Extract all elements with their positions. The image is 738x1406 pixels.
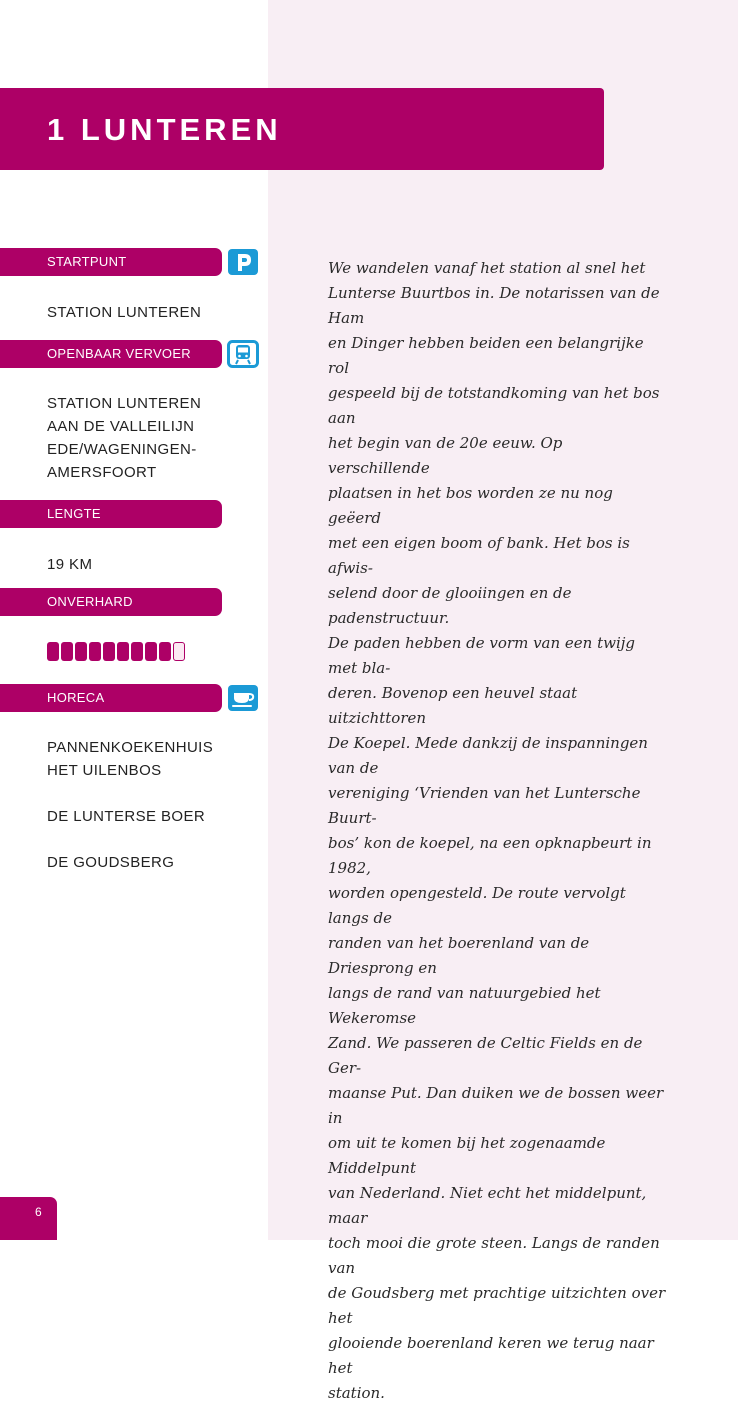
horeca-place-line: PANNENKOEKENHUIS (47, 739, 214, 756)
ov-label-bar (0, 340, 222, 368)
ov-line: AMERSFOORT (47, 464, 157, 481)
lengte-label: LENGTE (47, 506, 101, 521)
title-banner (0, 88, 604, 170)
ov-value (47, 392, 262, 484)
horeca-place (47, 736, 262, 782)
page-title: 1 LUNTEREN (47, 112, 282, 147)
unpaved-rating (47, 642, 185, 662)
rating-segment-filled (159, 642, 171, 661)
startpunt-label: STARTPUNT (47, 254, 127, 269)
rating-segment-filled (103, 642, 115, 661)
horeca-place-line: HET UILENBOS (47, 762, 162, 779)
lengte-label-bar (0, 500, 222, 528)
rating-segment-filled (117, 642, 129, 661)
rating-segment-filled (75, 642, 87, 661)
horeca-label-bar (0, 684, 222, 712)
onverhard-label: ONVERHARD (47, 594, 133, 609)
train-icon (227, 340, 259, 368)
lengte-value: 19 KM (47, 556, 93, 573)
route-description: We wandelen vanaf het station al snel het Lunterse Buurtbos in. De notarissen van de Ham en Dinger hebben beiden een belangrijke rol gespeeld bij de totstandkoming van het bos aan het begin van de 20e eeuw. Op verschillende plaatsen in het bos worden ze nu nog geëerd met een eigen boom of bank. Het bos is afwis- selend door de glooiingen en de padenstructuur. De paden hebben de vorm van een twijg met bla- deren. Bovenop een heuvel staat uitzichttoren De Koepel. Mede dankzij de inspanningen van de vereniging ‘Vrienden van het Luntersche Buurt- bos’ kon de koepel, na een opknapbeurt in 1982, worden opengesteld. De route vervolgt langs de randen van het boerenland van de Driesprong en langs de rand van natuurgebied het Wekeromse Zand. We passeren de Celtic Fields en de Ger- maanse Put. Dan duiken we de bossen weer in om uit te komen bij het zogenaamde Middelpunt van Nederland. Niet echt het middelpunt, maar toch mooi die grote steen. Langs de randen van de Goudsberg met prachtige uitzichten over het glooiende boerenland keren we terug naar het station. (328, 259, 666, 1402)
rating-segment-filled (145, 642, 157, 661)
horeca-place: DE GOUDSBERG (47, 854, 175, 871)
page-number-tab (0, 1197, 57, 1240)
rating-segment-filled (131, 642, 143, 661)
coffee-cup-icon (227, 684, 259, 712)
parking-icon (227, 248, 259, 276)
rating-segment-filled (47, 642, 59, 661)
ov-line: EDE/WAGENINGEN- (47, 441, 197, 458)
page-number: 6 (35, 1205, 42, 1219)
horeca-place: DE LUNTERSE BOER (47, 808, 206, 825)
ov-label: OPENBAAR VERVOER (47, 346, 191, 361)
ov-line: STATION LUNTEREN (47, 395, 202, 412)
ov-line: AAN DE VALLEILIJN (47, 418, 195, 435)
rating-segment-empty (173, 642, 185, 661)
rating-segment-filled (61, 642, 73, 661)
horeca-label: HORECA (47, 690, 105, 705)
rating-segment-filled (89, 642, 101, 661)
startpunt-value: STATION LUNTEREN (47, 304, 202, 321)
startpunt-label-bar (0, 248, 222, 276)
onverhard-label-bar (0, 588, 222, 616)
